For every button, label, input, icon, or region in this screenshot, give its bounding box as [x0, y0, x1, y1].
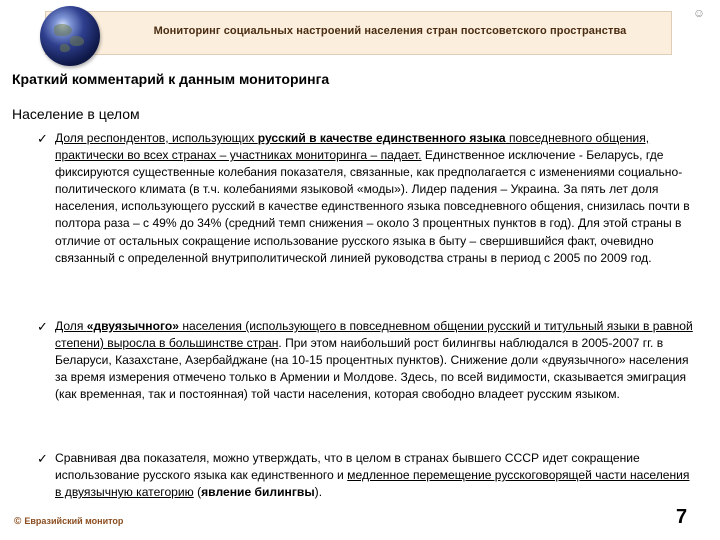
underlined-text: населения (использующего в повседневном общении русский и титульный языки в равной степени) выросла в большинстве стран	[55, 319, 693, 351]
bullet-text	[55, 318, 698, 403]
underlined-text: Доля	[55, 319, 87, 333]
checkmark-icon: ✓	[37, 131, 48, 146]
header-title: Мониторинг социальных настроений населения стран постсоветского пространства	[153, 25, 627, 37]
plain-text: Единственное исключение - Беларусь, где фиксируются существенные колебания показателя, связанные, как предполагается с изменениями социально-политического климата (в т.ч. колебаниями языковой «моды»). Лидер падения – Украина. За пять лет доля населения, использующего русский в качестве единственного языка повседневного общения, снизилась почти в полтора раза – с 49% до 34% (средний темп снижения – около 3 процентных пунктов в год). Для этой страны в отличие от остальных сокращение использование русского языка в быту – свершившийся факт, очевидно связанный с определенной внутриполитической линией руководства страны в период с 2005 по 2009 год.	[55, 148, 690, 265]
bold-underlined-text: русский в качестве единственного языка	[257, 131, 506, 145]
plain-text: ).	[314, 485, 323, 500]
underlined-text: Доля респондентов, использующих	[55, 131, 258, 145]
plain-text: . При этом наибольший рост билингвы наблюдался в 2005-2007 гг. в Беларуси, Казахстане, Азербайджане (на 10-15 процентных пунктов). Снижение доли «двуязычного» населения за время измерения отмечено только в Армении и Молдове. Здесь, по всей видимости, сказывается эмиграция (как временная, так и постоянная) той части населения, которая свободно владеет русским языком.	[55, 336, 689, 402]
footer-source	[14, 516, 123, 527]
plain-text: (	[193, 485, 202, 500]
globe-logo-icon	[40, 6, 100, 66]
section-heading: Население в целом	[12, 106, 140, 122]
bullet-item-3	[37, 450, 698, 501]
copyright-icon: ©	[14, 516, 22, 527]
underlined-text: повседневного общения, практически во всех странах – участниках мониторинга – падает.	[55, 131, 650, 163]
page-number: 7	[676, 506, 688, 528]
plain-text: Сравнивая два показателя, можно утверждать, что в целом в странах бывшего СССР идет сокращение использование русского языка как единственного и	[55, 451, 640, 483]
smiley-icon[interactable]: ☺	[692, 6, 706, 20]
bullet-text	[55, 130, 698, 267]
page-subtitle: Краткий комментарий к данным мониторинга	[12, 71, 330, 87]
checkmark-icon: ✓	[37, 319, 48, 334]
bullet-item-2	[37, 318, 698, 403]
bullet-item-1	[37, 130, 698, 267]
footer-source-label: Евразийский монитор	[24, 516, 124, 526]
bullet-text	[55, 450, 698, 501]
bold-underlined-text: «двуязычного»	[86, 319, 179, 333]
checkmark-icon: ✓	[37, 451, 48, 466]
underlined-text: медленное перемещение русскоговорящей части населения в двуязычную категорию	[55, 468, 690, 500]
bold-text: явление билингвы	[201, 485, 315, 500]
